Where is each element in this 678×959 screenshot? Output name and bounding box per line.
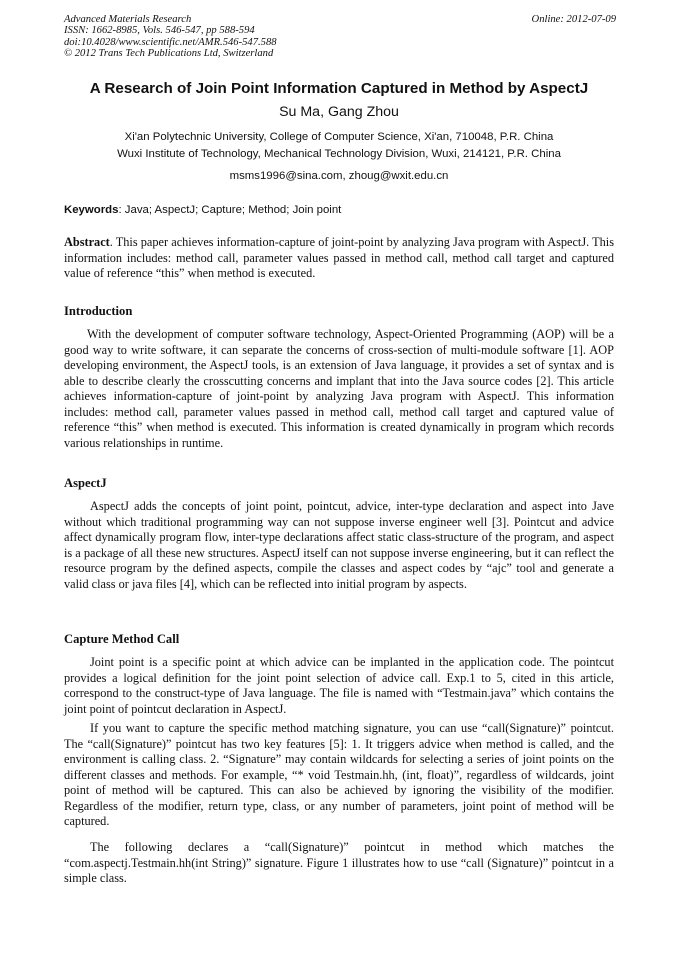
doi-line: doi:10.4028/www.scientific.net/AMR.546-547.588: [64, 36, 277, 48]
aspectj-paragraph: AspectJ adds the concepts of joint point, pointcut, advice, inter-type declaration and aspect into Jave without which traditional programming way can not suppose inverse engineer well [3]. Pointcut and advice affect dynamically program flow, inter-type declarations affect static class-structure of the program, and aspect is a package of all these new structures. AspectJ itself can not suppose inverse engineering, but it can reflect the resource program by the defined aspects, compile the classes and aspect codes by “ajc” tool and generate a valid class or java files [4], which can be reflected into initial program by aspects.: [64, 499, 614, 591]
capture-paragraph-1: Joint point is a specific point at which advice can be implanted in the application code. The pointcut provides a logical definition for the joint point selection of advice call. Exp.1 to 5, cited in this article, correspond to the construct-type of Java language. The file is named with “Testmain.java” which contains the joint point of pointcut declaration in AspectJ.: [64, 655, 614, 716]
capture-paragraph-3: The following declares a “call(Signature)” pointcut in method which matches the “com.aspectj.Testmain.hh(int String)” signature. Figure 1 illustrates how to use “call (Signature)” pointcut in a simple class.: [64, 840, 614, 885]
abstract: [64, 235, 614, 282]
affiliation-1: Xi'an Polytechnic University, College of Computer Science, Xi'an, 710048, P.R. China: [124, 131, 554, 143]
abstract-text: . This paper achieves information-capture of joint-point by analyzing Java program with AspectJ. This information includes: method call, parameter values passed in method call, method call target and captured value of reference “this” when method is executed.: [64, 235, 614, 280]
capture-paragraph-2: If you want to capture the specific method matching signature, you can use “call(Signature)” pointcut. The “call(Signature)” pointcut has two key features [5]: 1. It triggers advice when method is called, and the environment is calling class. 2. “Signature” may contain wildcards for selecting a series of joint points on the different classes and methods. For example, “* void Testmain.hh, (int, float)”, regardless of wildcards, joint point of method will be captured. This can also be achieved by ignoring the visibility of the modifier. Regardless of the modifier, return type, class, or any number of parameters, joint point of method will be captured.: [64, 721, 614, 828]
keywords: [64, 204, 614, 216]
keywords-label: Keywords: [64, 204, 119, 216]
issn-line: ISSN: 1662-8985, Vols. 546-547, pp 588-594: [64, 25, 255, 37]
journal-name: Advanced Materials Research: [64, 14, 192, 25]
section-heading-capture-method-call: Capture Method Call: [64, 632, 180, 646]
keywords-text: Java; AspectJ; Capture; Method; Join point: [121, 204, 342, 216]
introduction-paragraph: With the development of computer software technology, Aspect-Oriented Programming (AOP) will be a good way to write software, it can separate the concerns of cross-section of multi-module software [1]. AOP developing environment, the AspectJ tools, is an extension of Java language, it provides a set of syntax and is able to describe clearly the crosscutting concerns and implant that into the Java source codes [2]. This article achieves information-capture of joint-point by analyzing Java program with AspectJ. This information includes: method call, parameter values passed in method call, method call target and captured value of reference “this” when method is executed. This information is created dynamically in program which records various relationships in runtime.: [64, 327, 614, 450]
copyright-line: © 2012 Trans Tech Publications Ltd, Switzerland: [64, 47, 274, 59]
online-date: Online: 2012-07-09: [531, 14, 616, 25]
journal-header: [64, 14, 616, 59]
section-heading-aspectj: AspectJ: [64, 476, 107, 490]
authors: Su Ma, Gang Zhou: [279, 104, 399, 120]
keywords-sep: :: [118, 204, 122, 216]
abstract-label: Abstract: [64, 235, 110, 249]
author-emails: msms1996@sina.com, zhoug@wxit.edu.cn: [229, 170, 449, 182]
section-heading-introduction: Introduction: [64, 304, 133, 318]
affiliation-2: Wuxi Institute of Technology, Mechanical Technology Division, Wuxi, 214121, P.R. China: [117, 148, 561, 160]
paper-title: A Research of Join Point Information Captured in Method by AspectJ: [89, 80, 589, 97]
